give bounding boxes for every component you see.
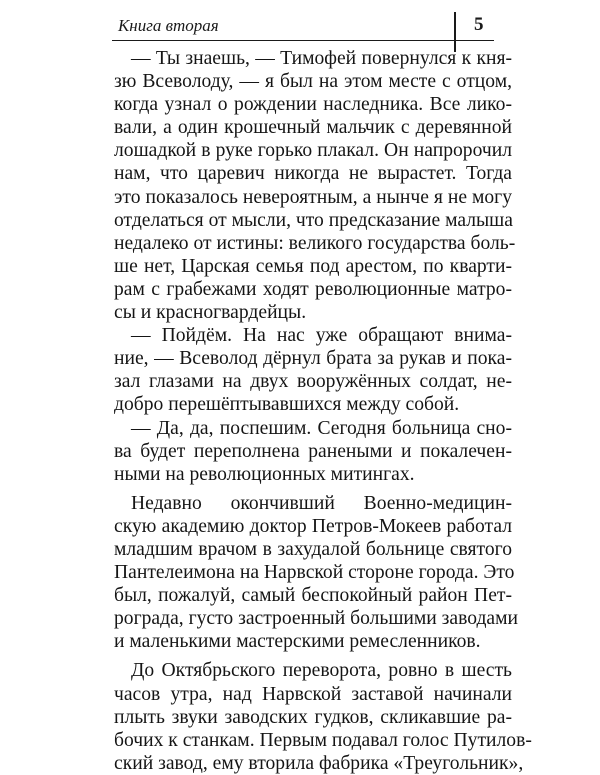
header-title: Книга вторая (118, 16, 219, 35)
text-line: лошадкой в руке горько плакал. Он напророчил (114, 140, 512, 162)
text-line: ше нет, Царская семья под арестом, по кварти- (114, 255, 512, 277)
text-line: ский завод, ему вторила фабрика «Треугольник», (114, 752, 524, 774)
text-line: рам с грабежами ходят революционные матро- (114, 278, 512, 300)
text-line: отделаться от мысли, что предсказание малыша (114, 209, 513, 231)
text-line: плыть звуки заводских гудков, скликавшие ра- (114, 706, 512, 728)
text-line: зю Всеволоду, — я был на этом месте с отцом, (114, 71, 512, 93)
text-line: был, пожалуй, самый беспокойный район Пет- (114, 585, 512, 607)
text-line: До Октябрьского переворота, ровно в шесть (131, 660, 512, 682)
page-number: 5 (474, 14, 484, 35)
text-line: и маленькими мастерскими ремесленников. (114, 631, 481, 653)
text-line: часов утра, над Нарвской заставой начинали (114, 683, 512, 705)
text-line: рограда, густо застроенный большими заводами (114, 608, 519, 630)
text-line: это показалось невероятным, а нынче я не могу (114, 186, 512, 208)
text-line: ва будет переполнена ранеными и покалечен- (114, 440, 512, 462)
text-line: ние, — Всеволод дёрнул брата за рукав и пока- (114, 348, 512, 370)
running-header (112, 10, 494, 41)
text-line: зал глазами на двух вооружённых солдат, не- (114, 371, 512, 393)
text-line: нам, что царевич никогда не вырастет. Тогда (114, 163, 512, 185)
text-line: младшим врачом в захудалой больнице святого (114, 538, 512, 560)
text-line: Недавно окончивший Военно-медицин- (131, 492, 512, 514)
text-line: — Да, да, поспешим. Сегодня больница сно- (131, 417, 512, 439)
text-line: — Пойдём. На нас уже обращают внима- (131, 325, 512, 347)
text-line: Пантелеимона на Нарвской стороне города. Это (114, 562, 515, 584)
text-line: недалеко от истины: великого государства боль- (114, 232, 516, 254)
body-text (114, 47, 532, 775)
text-line: когда узнал о рождении наследника. Все лико- (114, 94, 512, 116)
text-line: ными на революционных митингах. (114, 463, 415, 485)
text-line: — Ты знаешь, — Тимофей повернулся к кня- (131, 48, 512, 69)
text-line: сы и красногвардейцы. (114, 302, 307, 324)
header-divider (454, 12, 456, 52)
paragraph-dialogue-timofey (114, 47, 516, 324)
paragraph-narrative-doctor (114, 492, 519, 654)
text-line: скую академию доктор Петров-Мокеев работал (114, 515, 512, 537)
text-line: бочих к станкам. Первым подавал голос Путилов- (114, 729, 532, 751)
paragraph-narrative-factories (114, 659, 532, 774)
paragraph-dialogue-reply (114, 417, 512, 486)
text-line: вали, а один крошечный мальчик с деревянной (114, 117, 512, 139)
paragraph-dialogue-vsevolod (114, 324, 512, 416)
text-line: добро перешёптывавшихся между собой. (114, 394, 460, 416)
